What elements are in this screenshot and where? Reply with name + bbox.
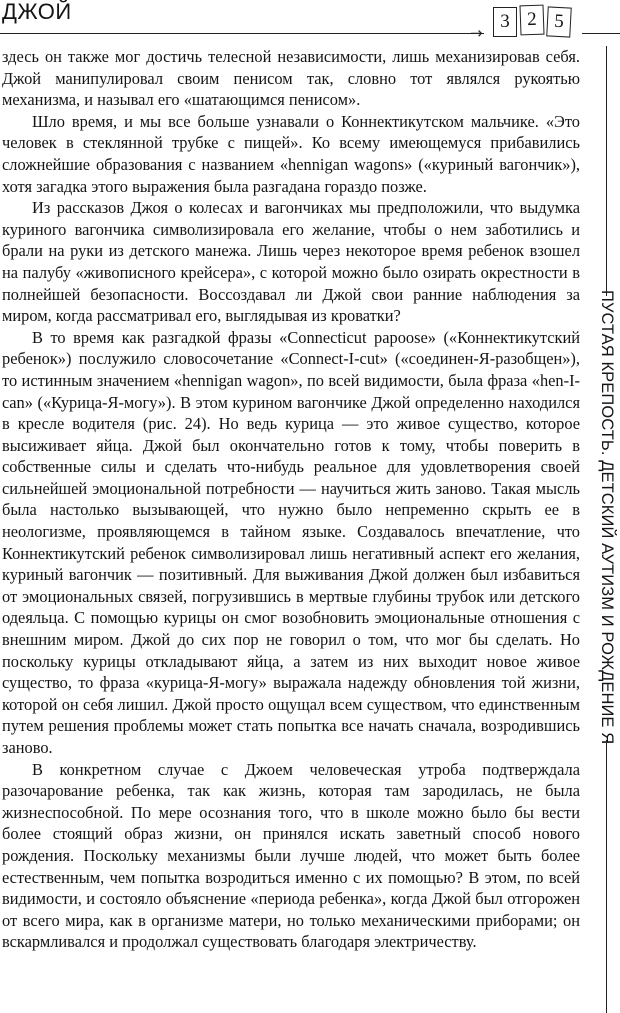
side-rule-top xyxy=(606,46,607,296)
page-number-digit: 3 xyxy=(493,7,517,37)
page-number-digit: 2 xyxy=(519,5,544,36)
paragraph: В то время как разгадкой фразы «Connecticut papoose» («Коннектикутский ребенок») послужило словосочетание «Connect-I-cut» («соединен-Я-разобщен»), то истинным значением «hennigan wagon», по всей видимости, была фраза «hen-I-can» («Курица-Я-могу»). В этом курином вагончике Джой определенно находился в кресле водителя (рис. 24). Но ведь курица — это живое существо, которое высиживает яйца. Джой был окончательно готов к тому, чтобы поверить в собственные силы и сделать что-нибудь реальное для удовлетворения своей сильнейшей эмоциональной потребности — научиться жить заново. Такая мысль была настолько вызывающей, что нужно было непременно скрыть ее в неологизме, проявляющемся в тайном языке. Создавалось впечатление, что Коннектикутский ребенок символизировал лишь негативный аспект его желания, куриный вагончик — позитивный. Для выживания Джой должен был избавиться от эмоциональных связей, погрузившись в мертвые глубины трубок или детского одеяльца. С помощью курицы он смог возобновить эмоциональные отношения с внешним миром. Джой до сих пор не говорил о том, что мог бы сделать. Но поскольку курицы откладывают яйца, а затем из них выходит новое живое существо, то фраза «курица-Я-могу» выражала надежду обновления той жизни, которой он себя лишил. Джой просто ощущал всем существом, что единственным путем решения проблемы может стать попытка все начать сначала, возродившись заново. xyxy=(2,327,580,757)
header-rule-right xyxy=(582,33,620,34)
side-book-title-text: ПУСТАЯ КРЕПОСТЬ. ДЕТСКИЙ АУТИЗМ И РОЖДЕНИЕ Я xyxy=(598,290,616,745)
paragraph: Из рассказов Джоя о колесах и вагончиках мы предположили, что выдумка куриного вагончика символизировала его желание, чтобы о нем заботились и брали на руки из детского манежа. Лишь через некоторое время ребенок взошел на палубу «живописного крейсера», с которой можно было озирать окрестности в полнейшей безопасности. Воссоздавал ли Джой свои ранние наблюдения за миром, когда рассматривал его, выглядывая из кроватки? xyxy=(2,198,580,326)
paragraph: Шло время, и мы все больше узнавали о Коннектикутском мальчике. «Это человек в стеклянной трубке с пищей». Ко всему имеющемуся прибавились сложнейшие образования с названием «hennigan wagons» («куриный вагончик»), хотя загадка этого выражения была разгадана гораздо позже. xyxy=(2,111,580,196)
page-number-digit: 5 xyxy=(546,6,572,37)
header-rule xyxy=(0,33,484,34)
arrow-right-icon: → xyxy=(470,24,483,42)
side-rule-bottom xyxy=(606,740,607,1013)
running-head: ДЖОЙ xyxy=(2,0,72,24)
paragraph: здесь он также мог достичь телесной независимости, лишь механизировав себя. Джой манипулировал своим пенисом так, словно тот являлся рукоятью механизма, и называл его «шатающимся пенисом». xyxy=(2,47,580,110)
paragraph: В конкретном случае с Джоем человеческая утроба подтверждала разочарование ребенка, так как жизнь, которая там зародилась, не была жизнеспособной. По мере осознания того, что в школе можно было бы вести более стоящий образ жизни, он принялся искать заветный способ нового рождения. Поскольку механизмы были лучше людей, что может быть более естественным, чем попытка возродиться именно с их помощью? В этом, по всей видимости, и состояло объяснение «периода ребенка», когда Джой был отгорожен от всего мира, как в организме матери, но только механическими приборами; он вскармливался и продолжал существовать благодаря электричеству. xyxy=(2,759,580,952)
body-text xyxy=(2,46,580,953)
page-number xyxy=(493,7,574,37)
side-book-title xyxy=(595,290,619,745)
